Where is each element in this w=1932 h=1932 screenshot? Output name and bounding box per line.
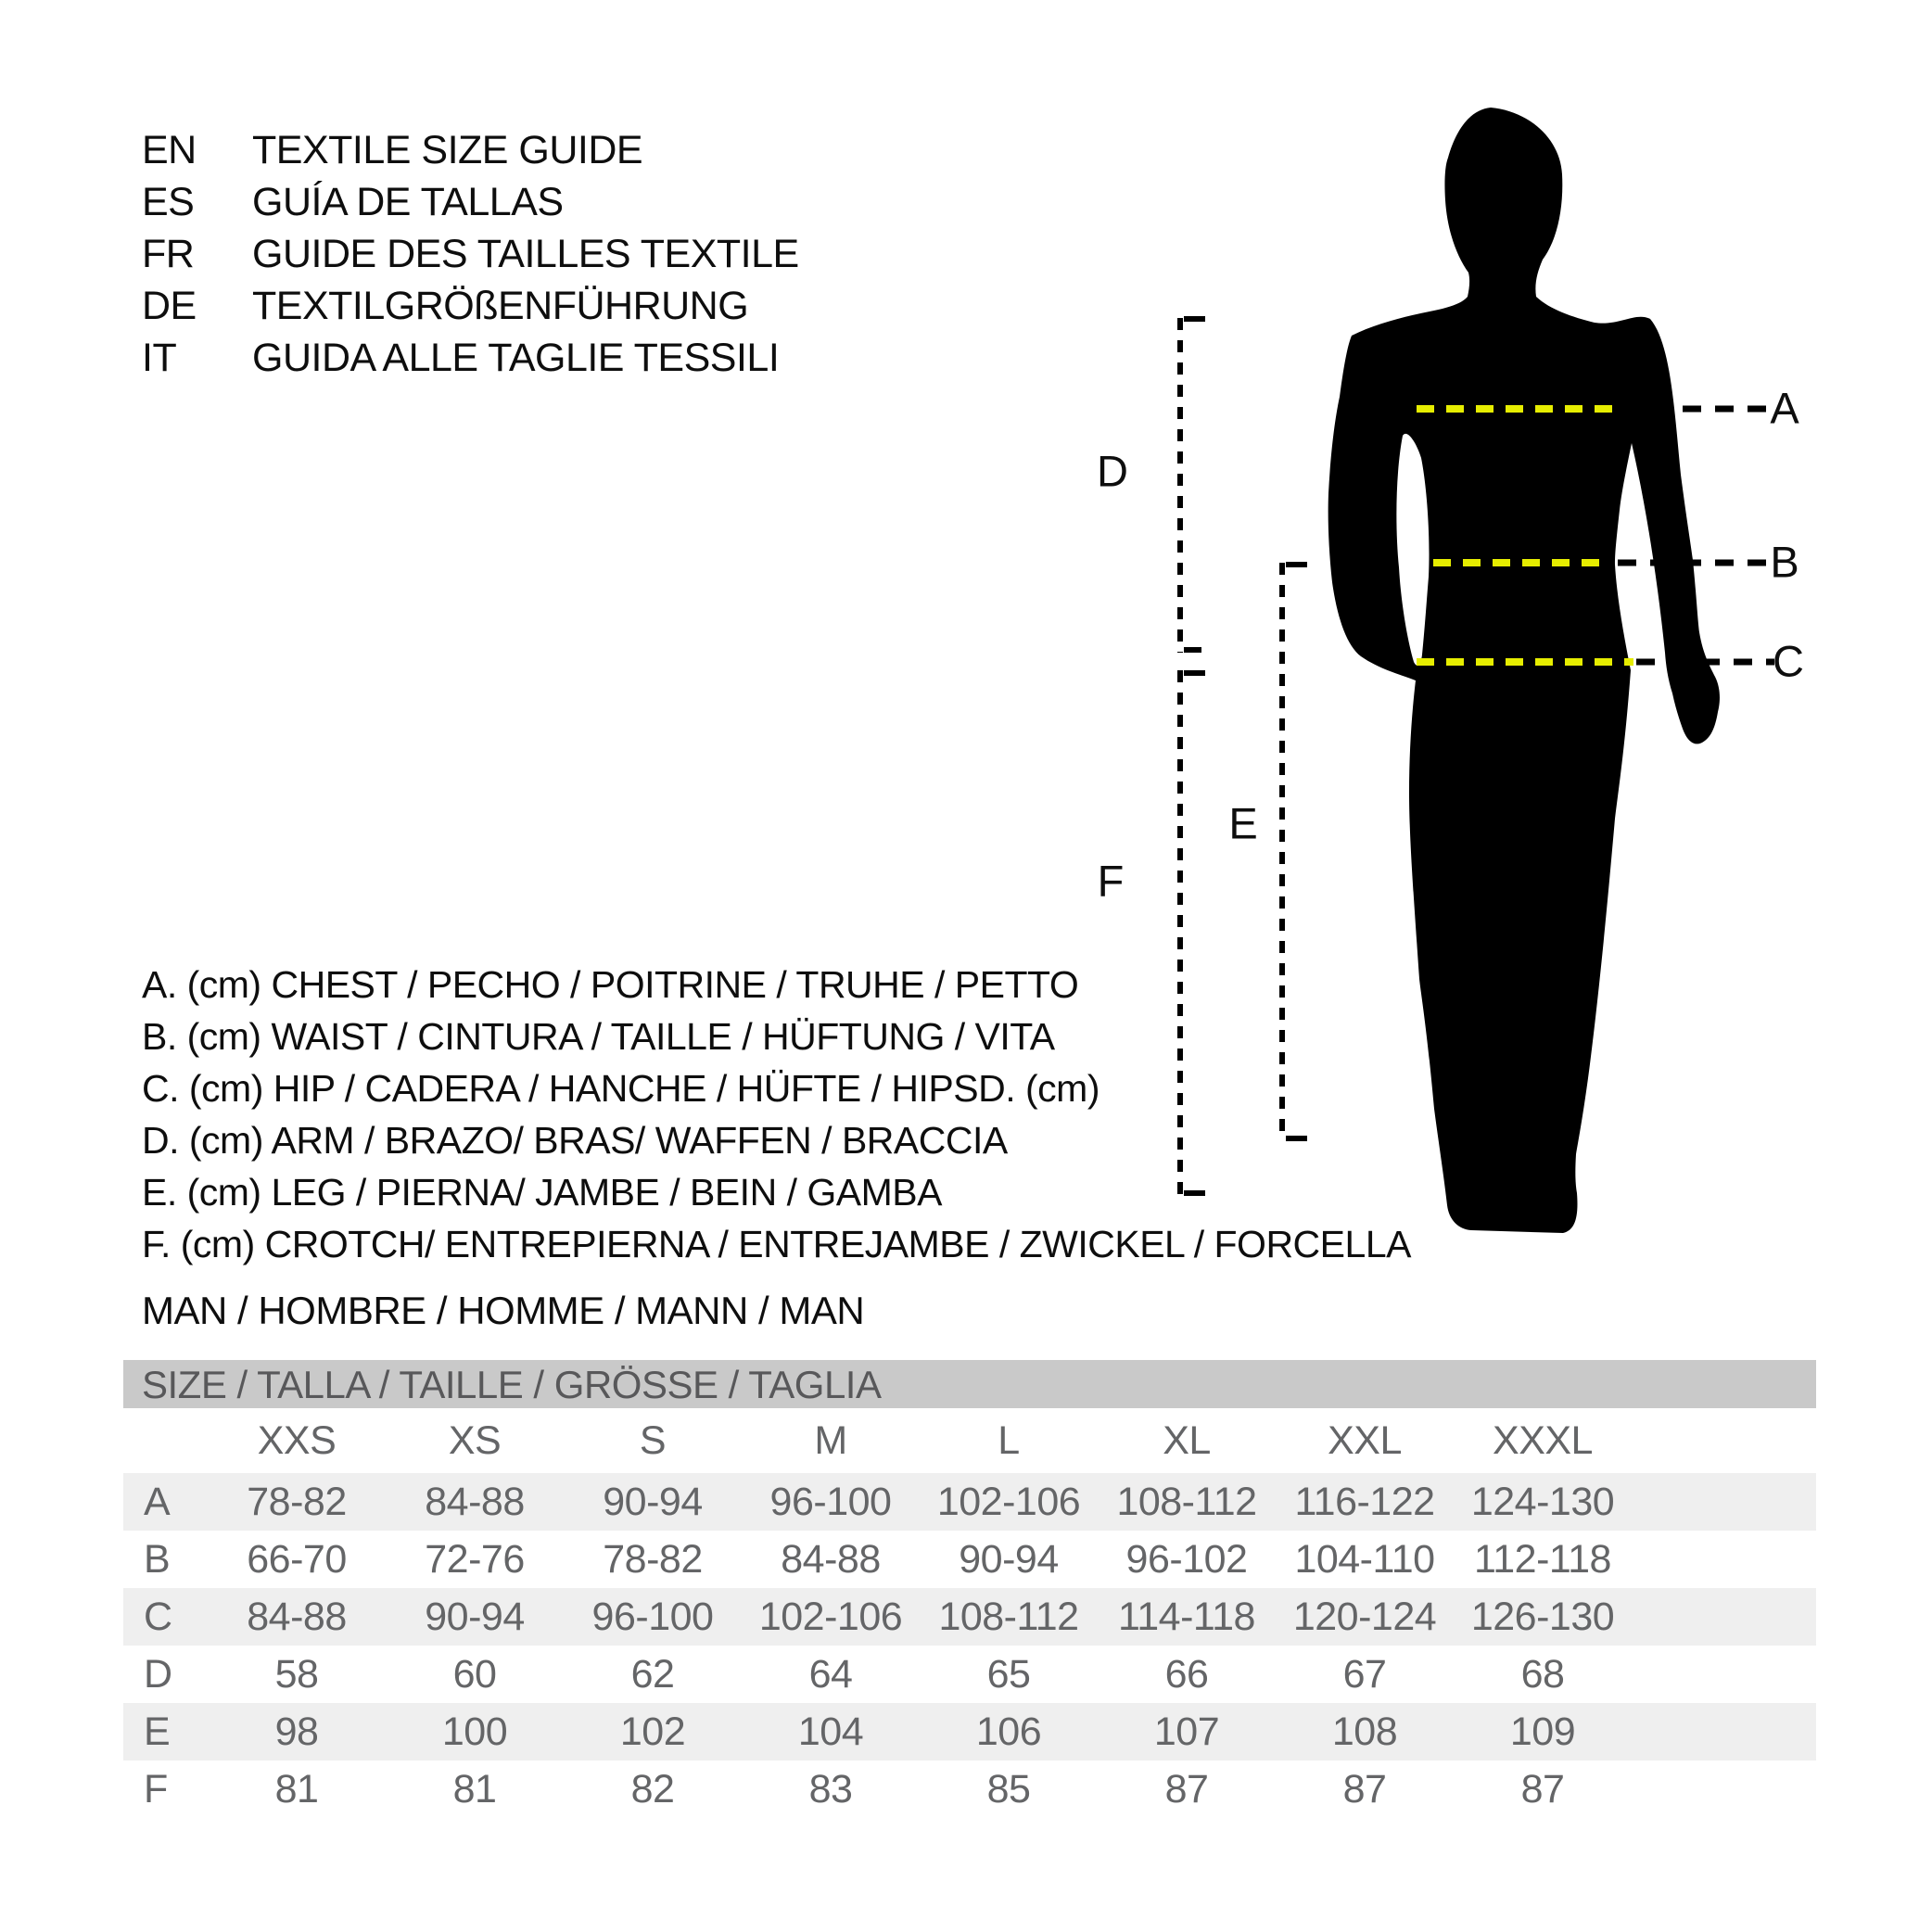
- cell: 98: [274, 1709, 319, 1754]
- cell: 112-118: [1474, 1536, 1611, 1582]
- table-row: [123, 1646, 1816, 1703]
- cell: 60: [452, 1651, 497, 1697]
- language-title-list: [142, 124, 799, 384]
- cell: 82: [630, 1766, 675, 1811]
- cell: 102: [619, 1709, 686, 1754]
- cell: 124-130: [1470, 1479, 1615, 1524]
- cell: 106: [975, 1709, 1042, 1754]
- cell: 68: [1520, 1651, 1565, 1697]
- cell: 100: [441, 1709, 508, 1754]
- cell: 78-82: [247, 1479, 347, 1524]
- row-label: E: [144, 1709, 171, 1754]
- hip-label: C: [1773, 636, 1804, 686]
- cell: 104: [797, 1709, 864, 1754]
- column-header: XXS: [257, 1417, 337, 1463]
- measurement-description: F. (cm) CROTCH/ ENTREPIERNA / ENTREJAMBE / ZWICKEL / FORCELLA: [142, 1222, 1411, 1265]
- cell: 62: [630, 1651, 675, 1697]
- cell: 96-100: [591, 1594, 714, 1639]
- cell: 104-110: [1294, 1536, 1435, 1582]
- cell: 87: [1164, 1766, 1209, 1811]
- measurement-description: C. (cm) HIP / CADERA / HANCHE / HÜFTE / HIPSD. (cm): [142, 1066, 1099, 1110]
- cell: 84-88: [781, 1536, 881, 1582]
- cell: 108-112: [1116, 1479, 1257, 1524]
- cell: 64: [808, 1651, 853, 1697]
- cell: 116-122: [1294, 1479, 1435, 1524]
- language-title: GUIDE DES TAILLES TEXTILE: [252, 231, 799, 276]
- crotch-label: F: [1097, 856, 1125, 906]
- column-header: XL: [1163, 1417, 1211, 1463]
- table-row: [123, 1760, 1816, 1818]
- row-label: A: [144, 1479, 171, 1524]
- cell: 90-94: [425, 1594, 525, 1639]
- column-header: S: [639, 1417, 667, 1463]
- cell: 66: [1164, 1651, 1209, 1697]
- language-row: [142, 228, 799, 280]
- language-row: [142, 332, 799, 384]
- language-title: TEXTILE SIZE GUIDE: [252, 127, 643, 172]
- cell: 120-124: [1292, 1594, 1437, 1639]
- language-code: IT: [142, 335, 177, 380]
- cell: 102-106: [936, 1479, 1081, 1524]
- table-row: [123, 1531, 1816, 1588]
- cell: 84-88: [247, 1594, 347, 1639]
- waist-label: B: [1770, 537, 1799, 587]
- column-header: XXXL: [1493, 1417, 1593, 1463]
- language-row: [142, 176, 799, 228]
- cell: 126-130: [1470, 1594, 1615, 1639]
- cell: 83: [808, 1766, 853, 1811]
- cell: 90-94: [959, 1536, 1059, 1582]
- man-silhouette-diagram: [1066, 74, 1817, 1252]
- column-header: L: [998, 1417, 1020, 1463]
- cell: 87: [1342, 1766, 1387, 1811]
- row-label: B: [144, 1536, 171, 1582]
- measurement-description: A. (cm) CHEST / PECHO / POITRINE / TRUHE / PETTO: [142, 962, 1079, 1006]
- cell: 72-76: [425, 1536, 525, 1582]
- arm-label: D: [1097, 446, 1128, 496]
- cell: 87: [1520, 1766, 1565, 1811]
- size-table-column-headers: [123, 1408, 1816, 1473]
- cell: 66-70: [247, 1536, 347, 1582]
- column-header: M: [814, 1417, 847, 1463]
- category-line: MAN / HOMBRE / HOMME / MANN / MAN: [142, 1289, 865, 1332]
- row-label: C: [144, 1594, 172, 1639]
- cell: 81: [452, 1766, 497, 1811]
- measurement-description: B. (cm) WAIST / CINTURA / TAILLE / HÜFTUNG / VITA: [142, 1014, 1055, 1058]
- language-row: [142, 280, 799, 332]
- cell: 65: [986, 1651, 1031, 1697]
- cell: 58: [274, 1651, 319, 1697]
- man-silhouette: [1328, 108, 1720, 1233]
- cell: 108-112: [938, 1594, 1079, 1639]
- cell: 108: [1331, 1709, 1398, 1754]
- language-code: DE: [142, 283, 197, 328]
- leg-label: E: [1228, 798, 1258, 848]
- column-header: XS: [448, 1417, 502, 1463]
- cell: 109: [1509, 1709, 1576, 1754]
- cell: 84-88: [425, 1479, 525, 1524]
- table-row: [123, 1703, 1816, 1760]
- cell: 67: [1342, 1651, 1387, 1697]
- size-diagram: [1066, 74, 1817, 1252]
- language-title: GUÍA DE TALLAS: [252, 179, 564, 224]
- language-title: GUIDA ALLE TAGLIE TESSILI: [252, 335, 780, 380]
- language-code: FR: [142, 231, 195, 276]
- table-row: [123, 1588, 1816, 1646]
- language-code: ES: [142, 179, 195, 224]
- table-row: [123, 1473, 1816, 1531]
- language-code: EN: [142, 127, 197, 172]
- measurement-description: D. (cm) ARM / BRAZO/ BRAS/ WAFFEN / BRACCIA: [142, 1118, 1008, 1162]
- cell: 96-100: [769, 1479, 892, 1524]
- cell: 107: [1153, 1709, 1220, 1754]
- language-row: [142, 124, 799, 176]
- language-title: TEXTILGRÖßENFÜHRUNG: [252, 283, 749, 328]
- cell: 90-94: [603, 1479, 703, 1524]
- row-label: F: [144, 1766, 168, 1811]
- cell: 114-118: [1118, 1594, 1255, 1639]
- column-header: XXL: [1328, 1417, 1402, 1463]
- measurement-description: E. (cm) LEG / PIERNA/ JAMBE / BEIN / GAMBA: [142, 1170, 942, 1214]
- cell: 85: [986, 1766, 1031, 1811]
- chest-label: A: [1770, 383, 1799, 433]
- cell: 96-102: [1125, 1536, 1248, 1582]
- cell: 102-106: [758, 1594, 903, 1639]
- row-label: D: [144, 1651, 172, 1697]
- cell: 81: [274, 1766, 319, 1811]
- cell: 78-82: [603, 1536, 703, 1582]
- size-table-header-bar: SIZE / TALLA / TAILLE / GRÖSSE / TAGLIA: [123, 1360, 1816, 1408]
- size-table: [123, 1360, 1816, 1818]
